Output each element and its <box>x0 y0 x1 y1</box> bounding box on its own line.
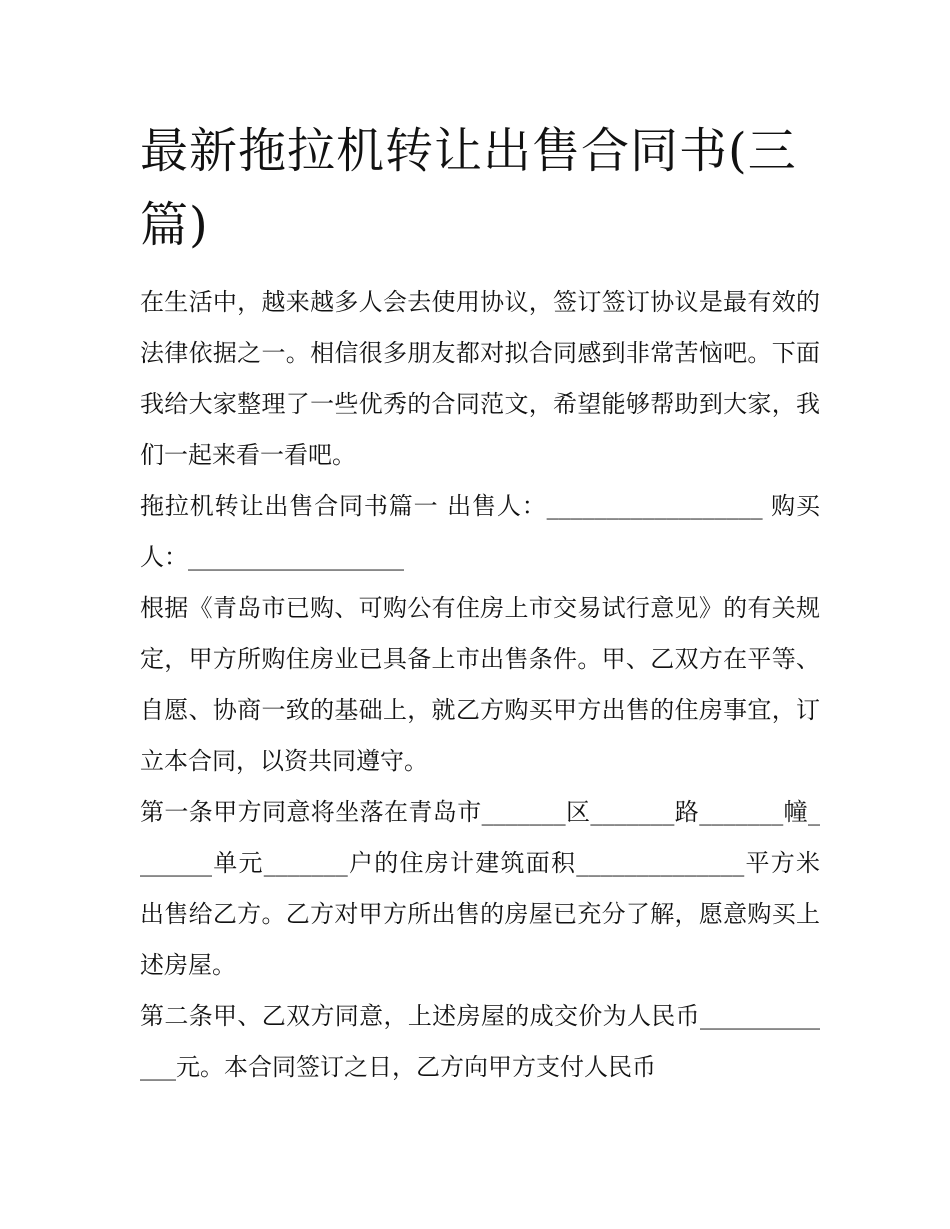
article-one-paragraph: 第一条甲方同意将坐落在青岛市_______区_______路_______幢_______单元_______户的住房计建筑面积______________平方米出售给乙方。乙方对甲方所出售的房屋已充分了解，愿意购买上述房屋。 <box>140 798 820 979</box>
basis-paragraph: 根据《青岛市已购、可购公有住房上市交易试行意见》的有关规定，甲方所购住房业已具备上市出售条件。甲、乙双方在平等、自愿、协商一致的基础上，就乙方购买甲方出售的住房事宜，订立本合同，以资共同遵守。 <box>140 594 820 775</box>
document-title: 最新拖拉机转让出售合同书(三篇) <box>140 123 797 253</box>
intro-paragraph: 在生活中，越来越多人会去使用协议，签订签订协议是最有效的法律依据之一。相信很多朋友都对拟合同感到非常苦恼吧。下面我给大家整理了一些优秀的合同范文，希望能够帮助到大家，我们一起来看一看吧。 <box>140 288 820 469</box>
article-two-paragraph: 第二条甲、乙双方同意，上述房屋的成交价为人民币_____________元。本合同签订之日，乙方向甲方支付人民币 <box>140 1002 820 1081</box>
parties-paragraph: 拖拉机转让出售合同书篇一 出售人：__________________ 购买人：__________________ <box>140 492 820 571</box>
document-body <box>140 277 820 1093</box>
